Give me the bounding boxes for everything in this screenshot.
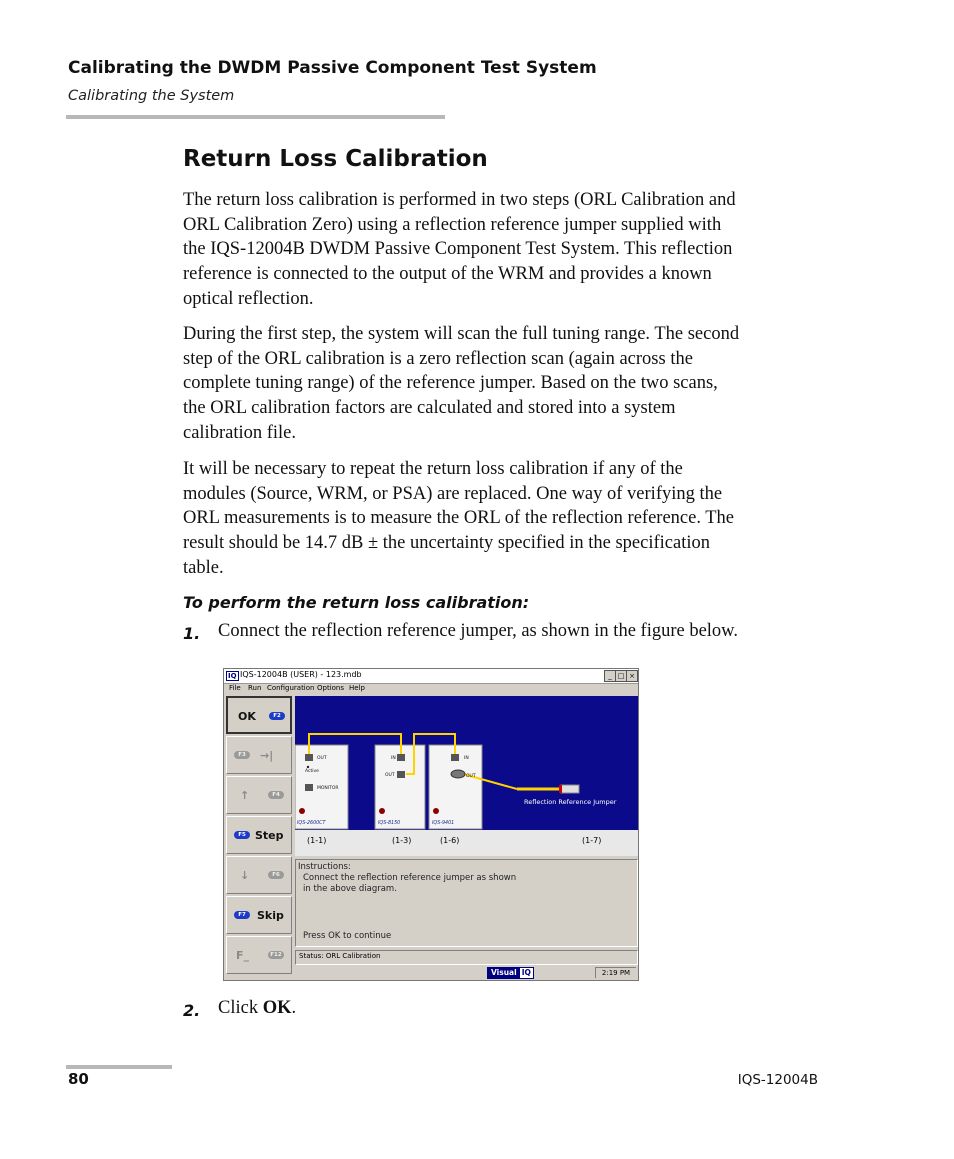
status-led-6 [433, 808, 439, 814]
port-out-2 [397, 771, 405, 778]
app-screenshot [223, 668, 639, 981]
menu-run[interactable]: Run [248, 684, 262, 692]
port-label: OUT [317, 756, 327, 761]
footer-divider [66, 1065, 172, 1069]
menu-options[interactable]: Options [317, 684, 345, 692]
paragraph-line: the ORL calibration factors are calculated and stored into a system [183, 398, 676, 419]
jumper-cap [559, 785, 562, 793]
status-bar [295, 950, 638, 965]
paragraph-line: modules (Source, WRM, or PSA) are replaced. One way of verifying the [183, 483, 723, 504]
paragraph-line: It will be necessary to repeat the return loss calibration if any of the [183, 459, 683, 479]
procedure-title: To perform the return loss calibration: [183, 593, 530, 612]
instructions-heading: Instructions: [298, 862, 351, 872]
skip-button[interactable] [226, 896, 292, 934]
module-label: IQS-8150 [378, 821, 401, 826]
active-led [307, 766, 309, 768]
status-text: Status: ORL Calibration [299, 952, 381, 960]
page-number: 80 [68, 1070, 89, 1088]
step-text: Connect the reflection reference jumper, as shown in the figure below. [218, 621, 738, 641]
port-out-3 [451, 770, 465, 778]
bottom-bar [295, 965, 636, 979]
header-divider [66, 115, 445, 119]
chapter-title: Calibrating the DWDM Passive Component Test System [68, 58, 597, 78]
connection-diagram [295, 696, 638, 830]
module-label: IQS-2600CT [297, 821, 326, 826]
step-label: Step [255, 829, 284, 842]
port-label: OUT [466, 774, 476, 779]
slot-label: (1-1) [307, 836, 327, 845]
paragraph-line: complete tuning range) of the reference jumper. Based on the two scans, [183, 373, 718, 394]
port-label: OUT [385, 773, 395, 778]
paragraph-line: step of the ORL calibration is a zero reflection scan (again across the [183, 348, 693, 369]
paragraph-line: reference is connected to the output of the WRM and provides a known [183, 264, 712, 285]
section-heading: Return Loss Calibration [183, 146, 488, 172]
status-led-1 [299, 808, 305, 814]
logo-visual: Visual [488, 968, 520, 978]
skip-label: Skip [257, 909, 284, 922]
maximize-button[interactable]: □ [615, 670, 627, 682]
instructions-line: Press OK to continue [303, 931, 392, 941]
f7-key-badge: F7 [234, 911, 250, 919]
step-button[interactable] [226, 816, 292, 854]
minimize-button[interactable]: _ [604, 670, 616, 682]
logo-iq: IQ [521, 968, 531, 977]
paragraph-line: the IQS-12004B DWDM Passive Component Test System. This reflection [183, 239, 733, 260]
section-subtitle: Calibrating the System [68, 88, 235, 104]
paragraph-line: result should be 14.7 dB ± the uncertainty specified in the specification [183, 533, 710, 554]
ok-button[interactable] [226, 696, 292, 734]
paragraph-line: calibration file. [183, 422, 297, 443]
step-number: 1. [183, 624, 201, 643]
window-title: IQS-12004B (USER) - 123.mdb [240, 670, 362, 679]
paragraph-line: optical reflection. [183, 288, 314, 309]
paragraph-line: ORL Calibration Zero) using a reflection reference jumper supplied with [183, 214, 722, 235]
document-id: IQS-12004B [737, 1072, 818, 1088]
monitor-label: MONITOR [317, 786, 339, 791]
port-out-1 [305, 754, 313, 761]
f2-key-badge: F2 [269, 712, 285, 720]
f-blank-label: F_ [236, 949, 250, 962]
port-monitor [305, 784, 313, 791]
slot-label: (1-7) [582, 836, 602, 845]
paragraph-2 [183, 322, 823, 446]
step-text-bold: OK [262, 998, 292, 1018]
step-text-suffix: . [291, 998, 297, 1018]
module-label: IQS-9401 [432, 821, 455, 826]
arrow-right-bar-icon: →| [260, 749, 274, 762]
arrow-up-icon: ↑ [240, 789, 250, 802]
paragraph-line: table. [183, 557, 224, 578]
ok-label: OK [238, 710, 256, 723]
jumper-label: Reflection Reference Jumper [524, 798, 617, 806]
paragraph-3 [183, 457, 823, 581]
jumper-connector [561, 785, 579, 793]
next-button[interactable] [226, 736, 292, 774]
paragraph-1 [183, 188, 823, 312]
port-in-2 [397, 754, 405, 761]
paragraph-line: The return loss calibration is performed in two steps (ORL Calibration and [183, 190, 736, 210]
f6-key-badge: F6 [268, 871, 284, 879]
instructions-line: Connect the reflection reference jumper as shown [303, 873, 517, 883]
slot-label: (1-6) [440, 836, 460, 845]
f3-key-badge: F3 [234, 751, 250, 759]
app-icon: IQ [228, 672, 237, 680]
menu-help[interactable]: Help [349, 684, 365, 692]
menu-file[interactable]: File [229, 684, 241, 692]
f12-key-badge: F12 [268, 951, 284, 959]
paragraph-line: During the first step, the system will scan the full tuning range. The second [183, 324, 740, 344]
f4-key-badge: F4 [268, 791, 284, 799]
paragraph-line: ORL measurements is to measure the ORL of the reflection reference. The [183, 508, 735, 529]
slot-label: (1-3) [392, 836, 412, 845]
f12-button[interactable] [226, 936, 292, 974]
visual-iq-logo [487, 967, 534, 979]
port-in-3 [451, 754, 459, 761]
menu-configuration[interactable]: Configuration [267, 684, 315, 692]
active-label: Active [305, 769, 319, 774]
menu-bar [224, 683, 638, 695]
arrow-down-icon: ↓ [240, 869, 250, 882]
instructions-line: in the above diagram. [303, 884, 397, 894]
port-label: IN [391, 756, 396, 761]
step-text [218, 998, 296, 1019]
up-button[interactable] [226, 776, 292, 814]
step-text-prefix: Click [218, 998, 263, 1018]
step-number: 2. [183, 1001, 201, 1020]
down-button[interactable] [226, 856, 292, 894]
window-titlebar [224, 669, 638, 684]
f5-key-badge: F5 [234, 831, 250, 839]
instructions-panel [295, 859, 638, 947]
slot-label-row [295, 830, 638, 856]
close-button[interactable]: × [626, 670, 638, 682]
clock: 2:19 PM [595, 967, 636, 978]
connection-diagram-svg [295, 696, 638, 830]
port-label: IN [464, 756, 469, 761]
status-led-3 [379, 808, 385, 814]
